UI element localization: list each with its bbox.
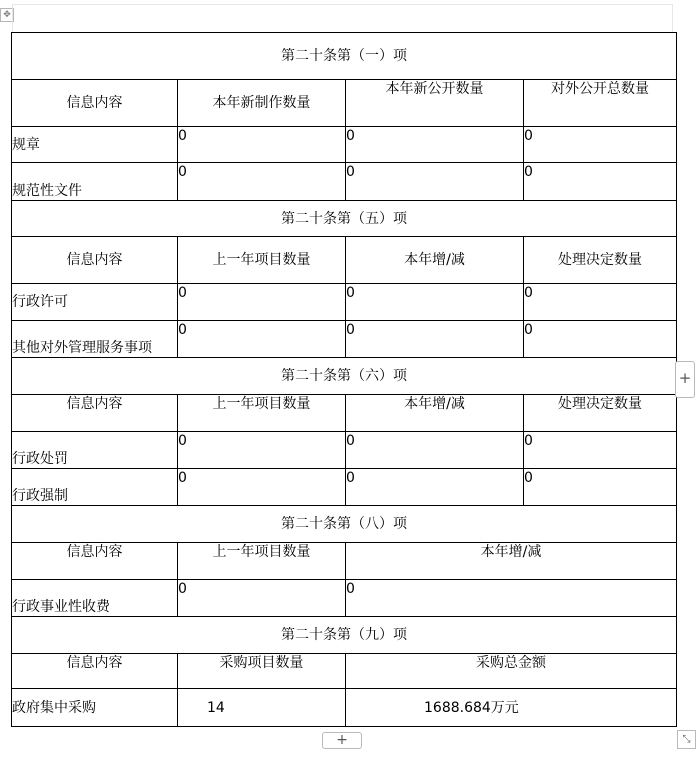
header-row bbox=[12, 654, 677, 689]
header-cell[interactable]: 本年增/减 bbox=[346, 237, 524, 284]
value-cell[interactable]: 0 bbox=[346, 432, 524, 469]
section-title-1[interactable]: 第二十条第（一）项 bbox=[12, 33, 677, 80]
value-cell[interactable]: 0 bbox=[524, 127, 677, 163]
table-row bbox=[12, 163, 677, 201]
value-cell[interactable]: 0 bbox=[178, 469, 346, 506]
value-cell[interactable]: 0 bbox=[346, 284, 524, 321]
value-cell[interactable]: 0 bbox=[524, 469, 677, 506]
row-label[interactable]: 规范性文件 bbox=[12, 163, 178, 201]
value-cell[interactable]: 0 bbox=[524, 284, 677, 321]
value-cell[interactable]: 0 bbox=[346, 580, 677, 617]
section-title-5[interactable]: 第二十条第（五）项 bbox=[12, 201, 677, 237]
row-label[interactable]: 行政处罚 bbox=[12, 432, 178, 469]
header-cell[interactable]: 本年增/减 bbox=[346, 543, 677, 580]
header-cell[interactable]: 上一年项目数量 bbox=[178, 543, 346, 580]
header-cell[interactable]: 本年新制作数量 bbox=[178, 80, 346, 127]
value-cell[interactable]: 0 bbox=[346, 469, 524, 506]
frame-line-top bbox=[12, 4, 672, 5]
table-row bbox=[12, 580, 677, 617]
value-cell[interactable]: 14 bbox=[178, 689, 346, 727]
section-row bbox=[12, 33, 677, 80]
header-row bbox=[12, 237, 677, 284]
value-cell[interactable]: 0 bbox=[346, 127, 524, 163]
header-cell[interactable]: 采购总金额 bbox=[346, 654, 677, 689]
header-cell[interactable]: 处理决定数量 bbox=[524, 237, 677, 284]
value-cell[interactable]: 0 bbox=[524, 163, 677, 201]
disclosure-table bbox=[11, 32, 677, 727]
header-cell[interactable]: 本年增/减 bbox=[346, 395, 524, 432]
value-cell[interactable]: 0 bbox=[178, 432, 346, 469]
header-cell[interactable]: 信息内容 bbox=[12, 543, 178, 580]
value-cell[interactable]: 0 bbox=[178, 163, 346, 201]
plus-icon: + bbox=[678, 369, 692, 387]
value-cell[interactable]: 1688.684万元 bbox=[346, 689, 677, 727]
table-row bbox=[12, 469, 677, 506]
table-resize-handle-icon[interactable]: ⤡ bbox=[677, 730, 696, 749]
table-row bbox=[12, 689, 677, 727]
table-row bbox=[12, 321, 677, 358]
table-move-handle-icon[interactable]: ✥ bbox=[0, 8, 14, 22]
row-label[interactable]: 规章 bbox=[12, 127, 178, 163]
header-cell[interactable]: 采购项目数量 bbox=[178, 654, 346, 689]
table-row bbox=[12, 284, 677, 321]
value-cell[interactable]: 0 bbox=[178, 321, 346, 358]
header-cell[interactable]: 信息内容 bbox=[12, 80, 178, 127]
value-cell[interactable]: 0 bbox=[178, 284, 346, 321]
frame-line-right bbox=[672, 4, 673, 32]
add-row-button[interactable] bbox=[322, 732, 362, 749]
row-label[interactable]: 行政强制 bbox=[12, 469, 178, 506]
section-title-6[interactable]: 第二十条第（六）项 bbox=[12, 358, 677, 395]
header-cell[interactable]: 信息内容 bbox=[12, 654, 178, 689]
value-cell[interactable]: 0 bbox=[524, 432, 677, 469]
header-cell[interactable]: 处理决定数量 bbox=[524, 395, 677, 432]
header-cell[interactable]: 对外公开总数量 bbox=[524, 80, 677, 127]
header-cell[interactable]: 信息内容 bbox=[12, 237, 178, 284]
section-title-8[interactable]: 第二十条第（八）项 bbox=[12, 506, 677, 543]
header-cell[interactable]: 信息内容 bbox=[12, 395, 178, 432]
plus-icon: + bbox=[336, 732, 348, 748]
row-label[interactable]: 行政许可 bbox=[12, 284, 178, 321]
value-cell[interactable]: 0 bbox=[346, 163, 524, 201]
header-cell[interactable]: 本年新公开数量 bbox=[346, 80, 524, 127]
value-cell[interactable]: 0 bbox=[524, 321, 677, 358]
value-cell[interactable]: 0 bbox=[346, 321, 524, 358]
section-row bbox=[12, 506, 677, 543]
add-column-button[interactable] bbox=[675, 361, 695, 398]
row-label[interactable]: 政府集中采购 bbox=[12, 689, 178, 727]
row-label[interactable]: 其他对外管理服务事项 bbox=[12, 321, 178, 358]
header-row bbox=[12, 80, 677, 127]
header-row bbox=[12, 395, 677, 432]
table-row bbox=[12, 127, 677, 163]
row-label[interactable]: 行政事业性收费 bbox=[12, 580, 178, 617]
header-cell[interactable]: 上一年项目数量 bbox=[178, 395, 346, 432]
table-row bbox=[12, 432, 677, 469]
section-title-9[interactable]: 第二十条第（九）项 bbox=[12, 617, 677, 654]
header-row bbox=[12, 543, 677, 580]
header-cell[interactable]: 上一年项目数量 bbox=[178, 237, 346, 284]
section-row bbox=[12, 617, 677, 654]
section-row bbox=[12, 201, 677, 237]
section-row bbox=[12, 358, 677, 395]
frame-line-left bbox=[12, 4, 13, 32]
value-cell[interactable]: 0 bbox=[178, 127, 346, 163]
value-cell[interactable]: 0 bbox=[178, 580, 346, 617]
